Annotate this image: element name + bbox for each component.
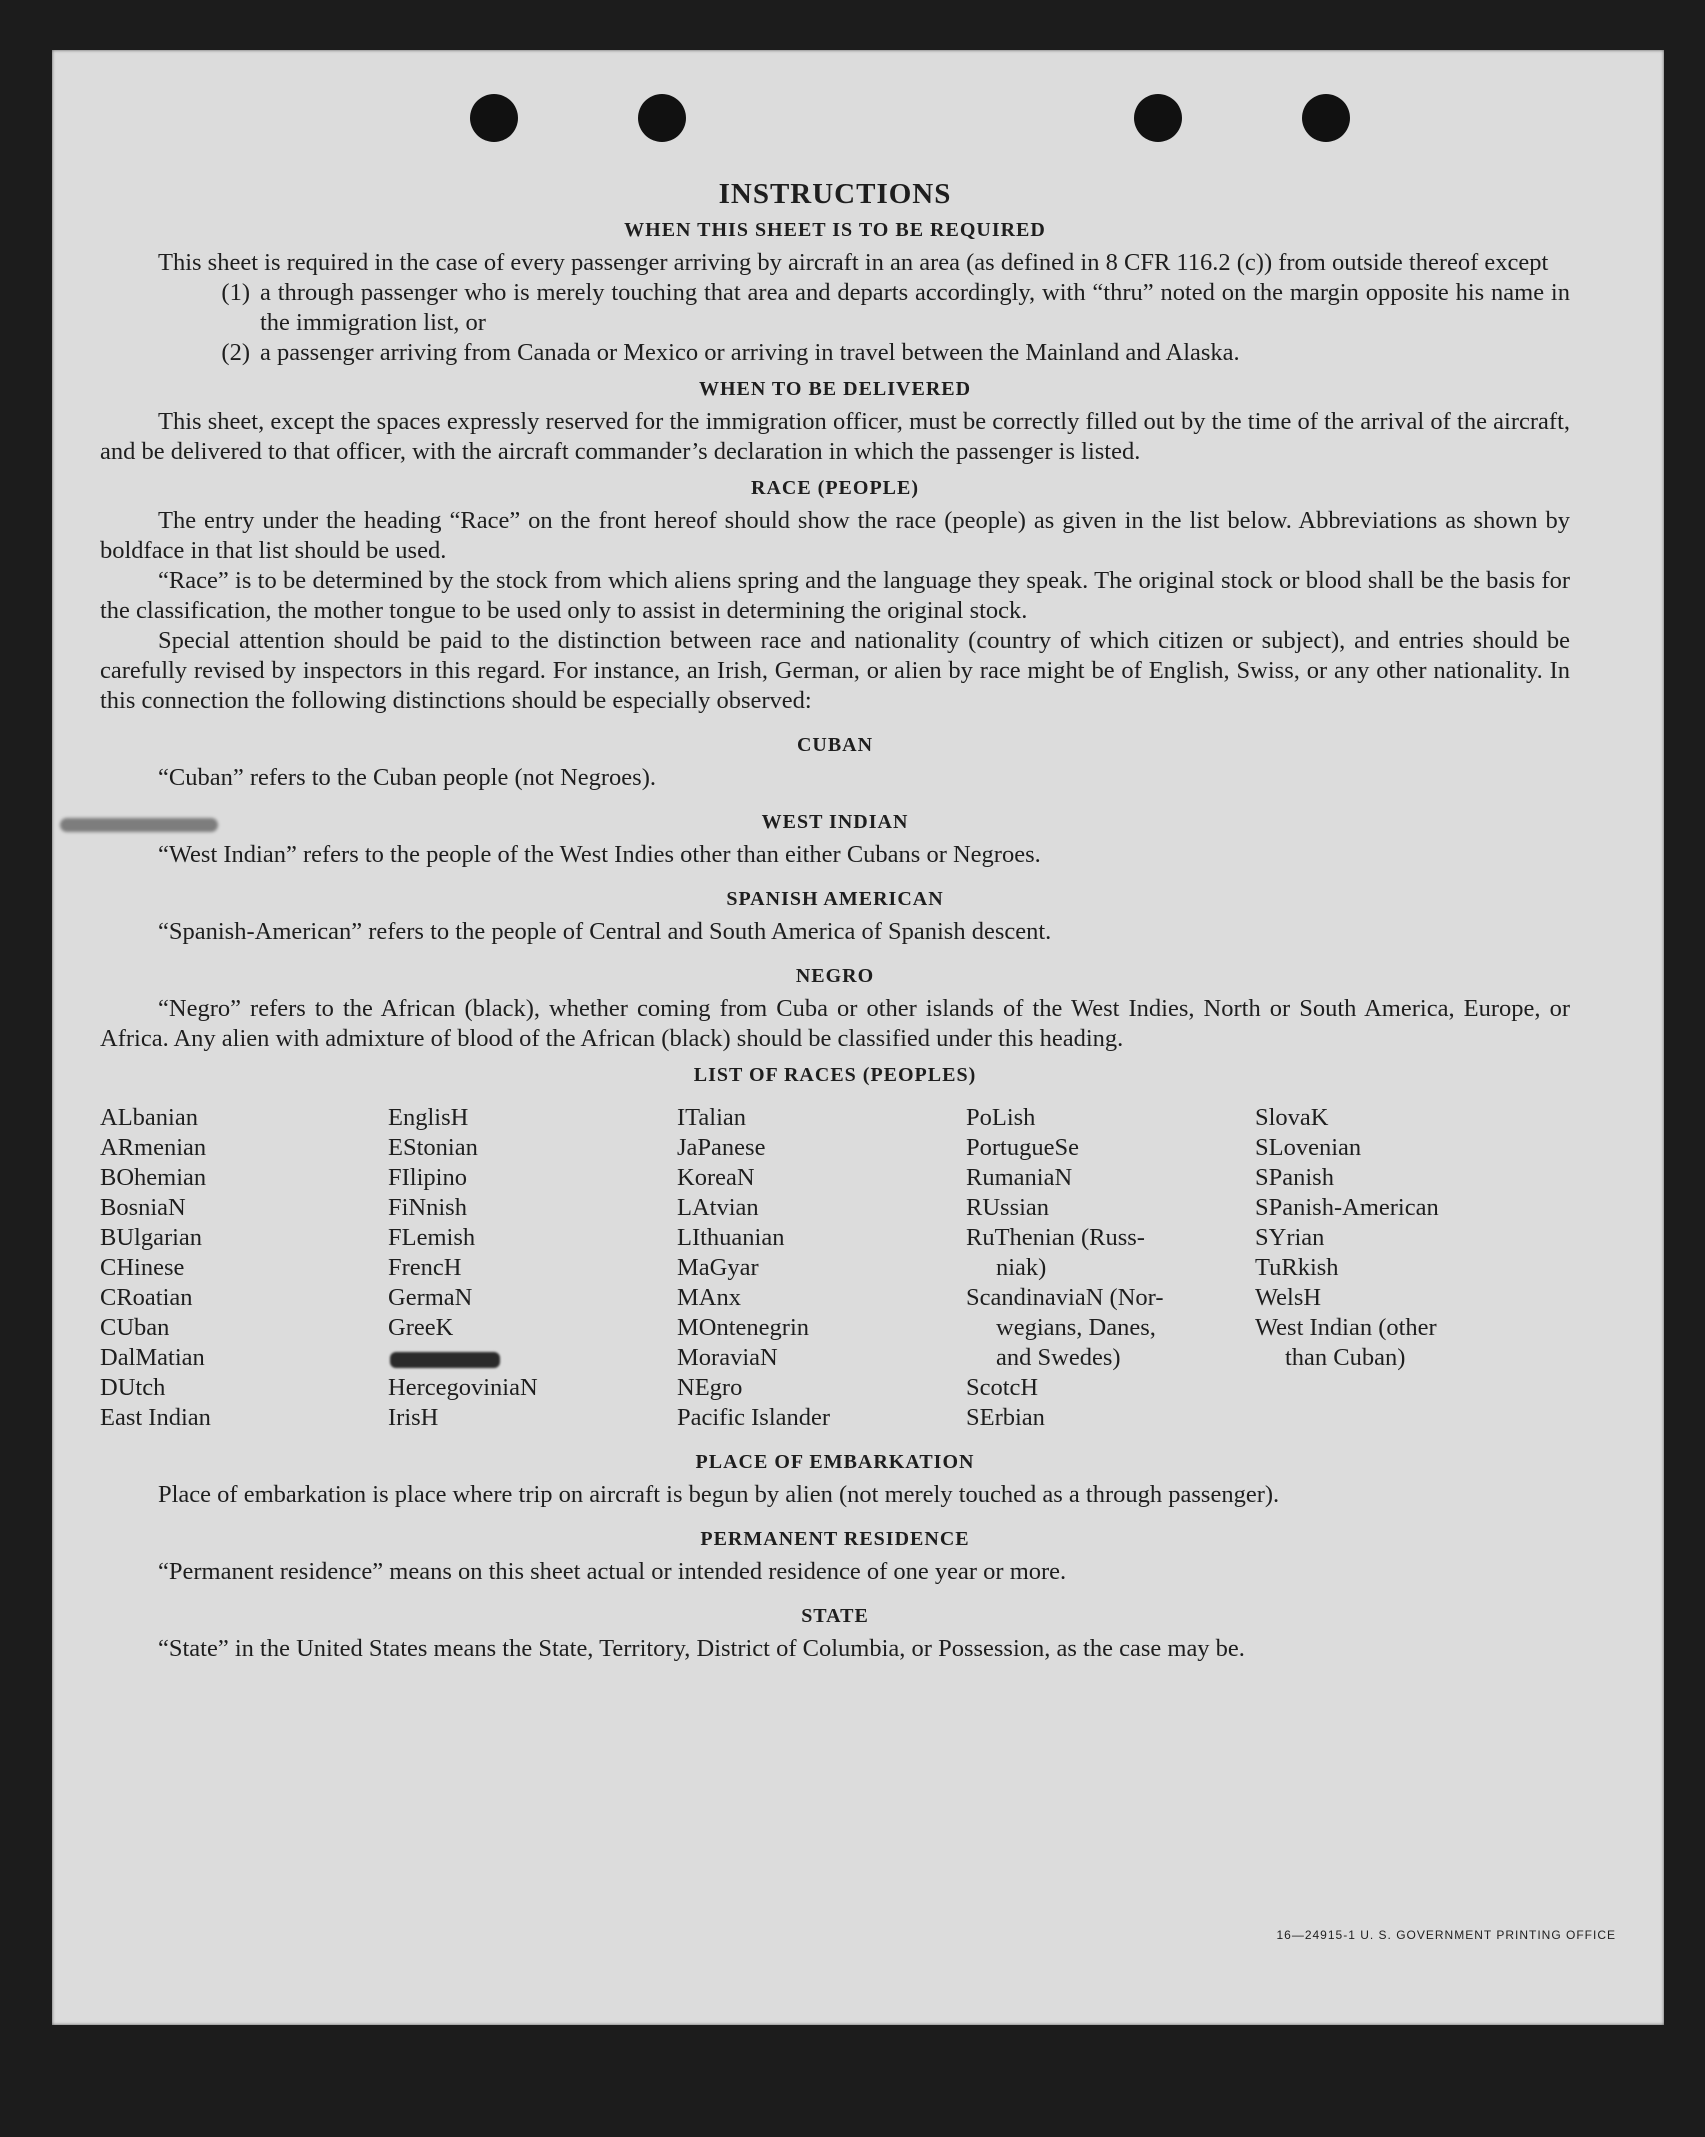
list-item: RuThenian (Russ- <box>966 1224 1145 1251</box>
section-heading-state: STATE <box>801 1605 869 1627</box>
list-item: West Indian (other <box>1255 1314 1437 1341</box>
state-text: “State” in the United States means the State, Territory, District of Columbia, or Possession, as the case may be. <box>158 1635 1245 1662</box>
list-item: (1) a through passenger who is merely touching that area and departs accordingly, with “thru” noted on the margin opposite his name in the immigration list, or <box>221 279 1570 336</box>
list-item: LAtvian <box>677 1194 759 1221</box>
section-heading-spanish-american: SPANISH AMERICAN <box>726 888 944 910</box>
list-item: East Indian <box>100 1404 211 1431</box>
section-heading-negro: NEGRO <box>795 965 875 987</box>
spanish-american-text: “Spanish-American” refers to the people of Central and South America of Spanish descent. <box>158 918 1052 945</box>
list-item: BUlgarian <box>100 1224 203 1251</box>
race-column-3 <box>677 1103 966 1433</box>
printing-office-footer: 16—24915-1 U. S. GOVERNMENT PRINTING OFFICE <box>1276 1928 1616 1942</box>
negro-text: “Negro” refers to the African (black), whether coming from Cuba or other islands of the West Indies, North or South America, Europe, or Africa. Any alien with admixture of blood of the African (black) should be classified under this heading. <box>100 995 1570 1052</box>
list-item: CHinese <box>100 1254 185 1281</box>
list-item: SYrian <box>1255 1224 1325 1251</box>
redacted-entry <box>388 1343 677 1373</box>
section-heading-residence: PERMANENT RESIDENCE <box>700 1528 970 1550</box>
list-item: RUssian <box>966 1194 1050 1221</box>
list-item: FIlipino <box>388 1164 467 1191</box>
section-heading-cuban: CUBAN <box>796 734 874 756</box>
list-item: SlovaK <box>1255 1104 1329 1131</box>
section-heading-embarkation: PLACE OF EMBARKATION <box>695 1451 975 1473</box>
punch-hole <box>1134 94 1182 142</box>
list-item: DUtch <box>100 1374 166 1401</box>
list-item: KoreaN <box>677 1164 755 1191</box>
list-item: SPanish <box>1255 1164 1334 1191</box>
list-item: ITalian <box>677 1104 747 1131</box>
list-item: SErbian <box>966 1404 1045 1431</box>
list-item: ScandinaviaN (Nor- <box>966 1284 1164 1311</box>
list-item: IrisH <box>388 1404 439 1431</box>
race-column-5 <box>1255 1103 1545 1433</box>
list-item: ALbanian <box>100 1104 198 1131</box>
list-item: Pacific Islander <box>677 1404 831 1431</box>
list-item: DalMatian <box>100 1344 205 1371</box>
list-item: NEgro <box>677 1374 743 1401</box>
punch-hole <box>1302 94 1350 142</box>
list-item: GreeK <box>388 1314 454 1341</box>
section-heading-west-indian: WEST INDIAN <box>761 811 909 833</box>
list-item: SPanish-American <box>1255 1194 1439 1221</box>
embarkation-text: Place of embarkation is place where trip on aircraft is begun by alien (not merely touched as a through passenger). <box>158 1481 1280 1508</box>
document-page <box>52 50 1664 2025</box>
list-item: EnglisH <box>388 1104 469 1131</box>
list-item: MaGyar <box>677 1254 759 1281</box>
page-title: INSTRUCTIONS <box>718 178 952 210</box>
list-item: WelsH <box>1255 1284 1322 1311</box>
list-item: EStonian <box>388 1134 478 1161</box>
list-item: and Swedes) <box>996 1344 1121 1371</box>
list-item: PortugueSe <box>966 1134 1079 1161</box>
list-item: FLemish <box>388 1224 476 1251</box>
list-item: ARmenian <box>100 1134 207 1161</box>
residence-text: “Permanent residence” means on this sheet actual or intended residence of one year or more. <box>158 1558 1067 1585</box>
redaction-smudge <box>60 818 218 832</box>
list-item: than Cuban) <box>1285 1344 1406 1371</box>
section-heading-race-list: LIST OF RACES (PEOPLES) <box>693 1064 977 1086</box>
list-item: BosniaN <box>100 1194 186 1221</box>
list-item: niak) <box>996 1254 1047 1281</box>
race-paragraph-2: “Race” is to be determined by the stock from which aliens spring and the language they speak. The original stock or blood shall be the basis for the classification, the mother tongue to be used only to assist in determining the original stock. <box>100 567 1570 624</box>
list-item: RumaniaN <box>966 1164 1073 1191</box>
list-item: SLovenian <box>1255 1134 1362 1161</box>
race-list <box>100 1103 1570 1433</box>
document-body <box>100 178 1570 1664</box>
punch-hole <box>638 94 686 142</box>
redaction-smudge <box>390 1352 500 1368</box>
list-item: BOhemian <box>100 1164 207 1191</box>
list-item: CRoatian <box>100 1284 193 1311</box>
race-column-2 <box>388 1103 677 1433</box>
punch-hole <box>470 94 518 142</box>
list-item: TuRkish <box>1255 1254 1339 1281</box>
section-heading-required: WHEN THIS SHEET IS TO BE REQUIRED <box>624 219 1046 241</box>
list-item: PoLish <box>966 1104 1036 1131</box>
section-heading-race: RACE (PEOPLE) <box>751 477 919 499</box>
required-intro: This sheet is required in the case of every passenger arriving by aircraft in an area (as defined in 8 CFR 116.2 (c)) from outside thereof except <box>158 249 1549 276</box>
cuban-text: “Cuban” refers to the Cuban people (not Negroes). <box>158 764 656 791</box>
list-item: FrencH <box>388 1254 462 1281</box>
list-item: MoraviaN <box>677 1344 778 1371</box>
list-item: JaPanese <box>677 1134 766 1161</box>
race-paragraph-1: The entry under the heading “Race” on the front hereof should show the race (people) as given in the list below. Abbreviations as shown by boldface in that list should be used. <box>100 507 1570 564</box>
list-item: HercegoviniaN <box>388 1374 538 1401</box>
list-item: CUban <box>100 1314 170 1341</box>
list-item: MOntenegrin <box>677 1314 809 1341</box>
list-item: LIthuanian <box>677 1224 785 1251</box>
delivered-text: This sheet, except the spaces expressly reserved for the immigration officer, must be correctly filled out by the time of the arrival of the aircraft, and be delivered to that officer, with the aircraft commander’s declaration in which the passenger is listed. <box>100 408 1570 465</box>
list-item: FiNnish <box>388 1194 467 1221</box>
list-item: (2) a passenger arriving from Canada or Mexico or arriving in travel between the Mainland and Alaska. <box>221 339 1240 366</box>
west-indian-text: “West Indian” refers to the people of the West Indies other than either Cubans or Negroes. <box>158 841 1041 868</box>
section-heading-delivered: WHEN TO BE DELIVERED <box>698 378 972 400</box>
list-item: ScotcH <box>966 1374 1039 1401</box>
race-paragraph-3: Special attention should be paid to the distinction between race and nationality (country of which citizen or subject), and entries should be carefully revised by inspectors in this regard. For instance, an Irish, German, or alien by race might be of English, Swiss, or any other nationality. In this connection the following distinctions should be especially observed: <box>100 627 1570 714</box>
list-item: GermaN <box>388 1284 473 1311</box>
list-item: MAnx <box>677 1284 741 1311</box>
list-item: wegians, Danes, <box>996 1314 1156 1341</box>
race-column-1 <box>100 1103 388 1433</box>
race-column-4 <box>966 1103 1255 1433</box>
